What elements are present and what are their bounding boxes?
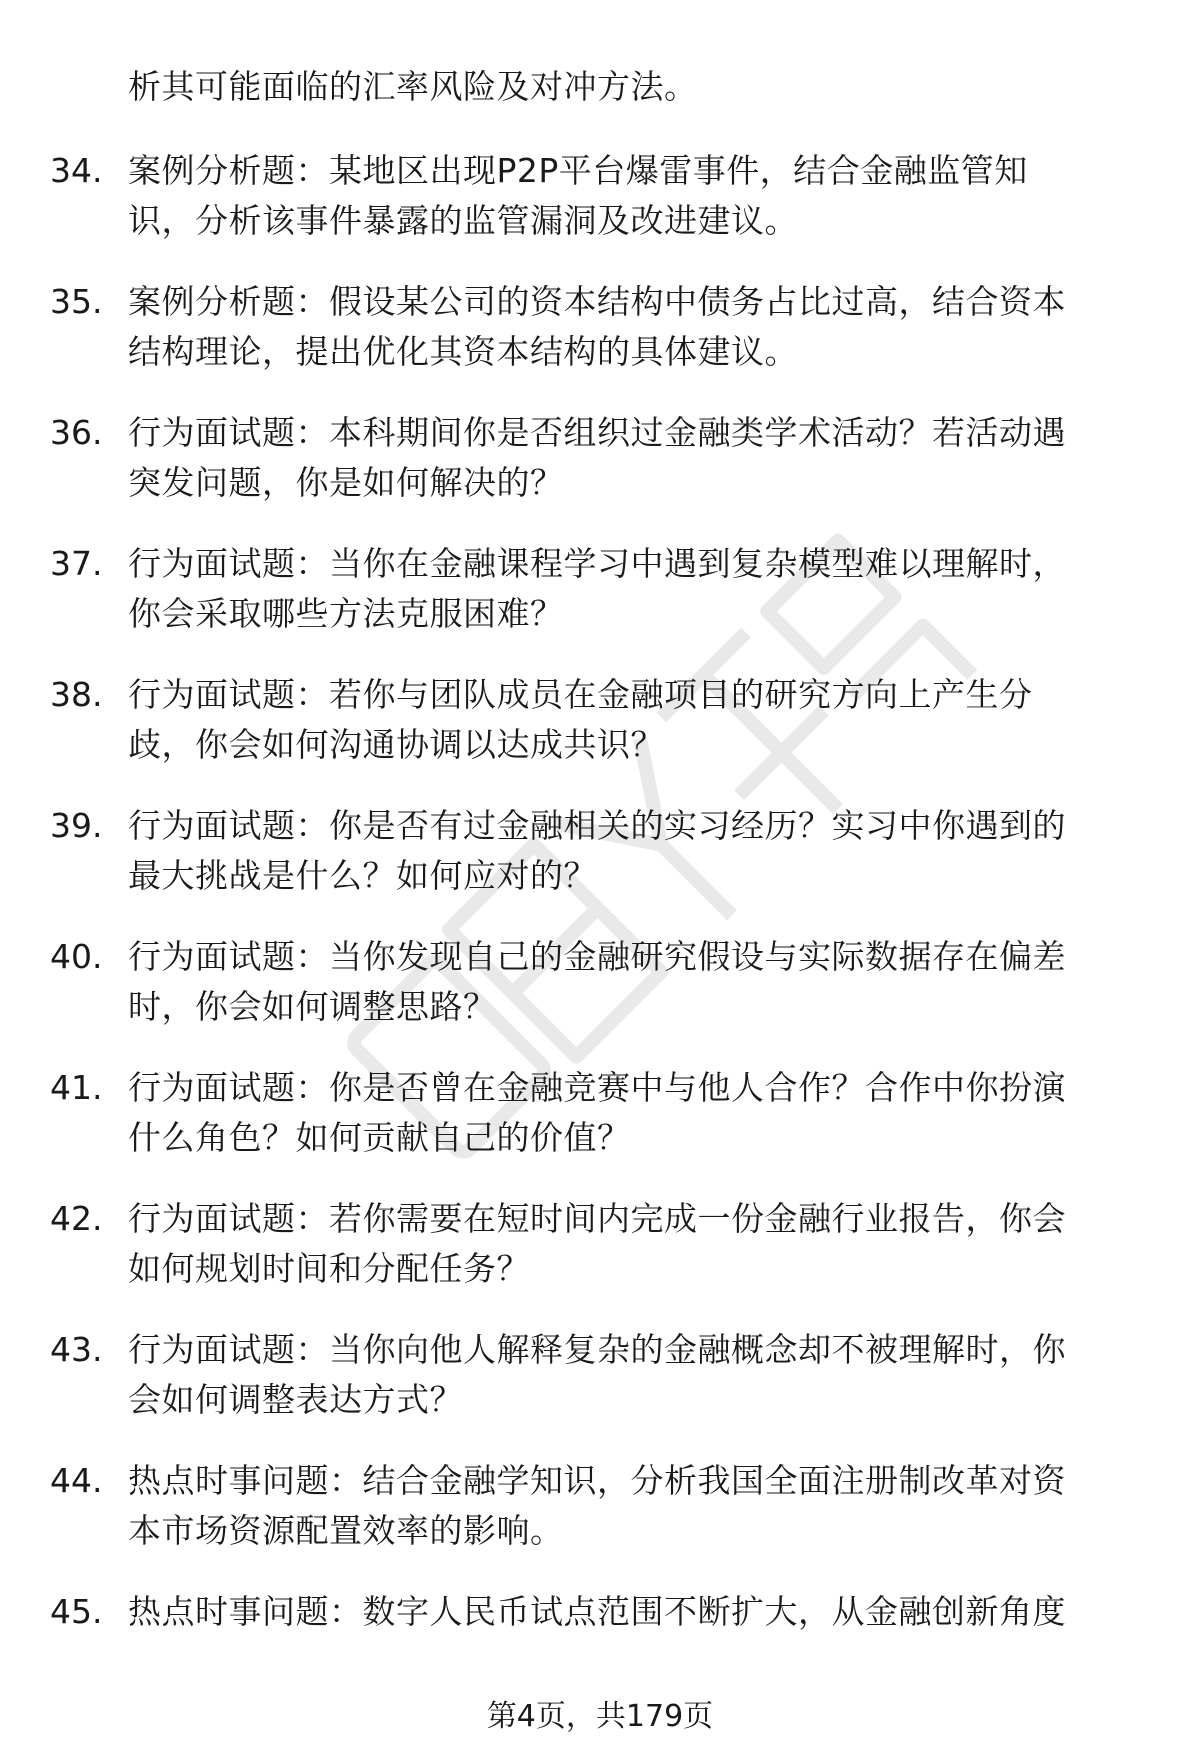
question-item — [0, 1325, 1200, 1456]
question-item — [0, 277, 1200, 408]
question-text-line: 你会采取哪些方法克服困难？ — [128, 594, 564, 633]
question-text-line: 行为面试题：若你与团队成员在金融项目的研究方向上产生分 — [128, 675, 1033, 714]
question-text-line: 结构理论，提出优化其资本结构的具体建议。 — [128, 332, 798, 371]
question-item — [0, 801, 1200, 932]
question-item — [0, 1456, 1200, 1587]
question-text-line: 时，你会如何调整思路？ — [128, 987, 497, 1026]
question-number: 41. — [50, 1068, 103, 1107]
question-text-line: 什么角色？如何贡献自己的价值？ — [128, 1118, 631, 1157]
question-item — [0, 670, 1200, 801]
question-text-line: 突发问题，你是如何解决的？ — [128, 463, 564, 502]
question-number: 39. — [50, 806, 103, 845]
question-number: 45. — [50, 1592, 103, 1631]
question-text-line: 识，分析该事件暴露的监管漏洞及改进建议。 — [128, 201, 798, 240]
question-item — [0, 146, 1200, 277]
question-text-line: 热点时事问题：结合金融学知识，分析我国全面注册制改革对资 — [128, 1461, 1066, 1500]
question-number: 38. — [50, 675, 103, 714]
question-item — [0, 539, 1200, 670]
question-text-line: 行为面试题：当你发现自己的金融研究假设与实际数据存在偏差 — [128, 937, 1066, 976]
question-text-line: 歧，你会如何沟通协调以达成共识？ — [128, 725, 664, 764]
question-number: 34. — [50, 151, 103, 190]
question-text-line: 热点时事问题：数字人民币试点范围不断扩大，从金融创新角度 — [128, 1592, 1066, 1631]
question-item — [0, 1194, 1200, 1325]
question-text-line: 行为面试题：若你需要在短时间内完成一份金融行业报告，你会 — [128, 1199, 1066, 1238]
question-text-line: 如何规划时间和分配任务？ — [128, 1249, 530, 1288]
question-item — [0, 1063, 1200, 1194]
question-text-line: 最大挑战是什么？如何应对的？ — [128, 856, 597, 895]
question-number: 37. — [50, 544, 103, 583]
question-number: 35. — [50, 282, 103, 321]
question-number: 42. — [50, 1199, 103, 1238]
question-text-line: 行为面试题：当你向他人解释复杂的金融概念却不被理解时，你 — [128, 1330, 1066, 1369]
question-text-line: 本市场资源配置效率的影响。 — [128, 1511, 564, 1550]
question-number: 44. — [50, 1461, 103, 1500]
question-text-line: 行为面试题：你是否曾在金融竞赛中与他人合作？合作中你扮演 — [128, 1068, 1066, 1107]
question-text-line: 会如何调整表达方式？ — [128, 1380, 463, 1419]
question-item — [0, 932, 1200, 1063]
question-number: 36. — [50, 413, 103, 452]
page-footer: 第4页，共179页 — [486, 1699, 714, 1734]
question-list — [0, 146, 1200, 1718]
question-text-line: 行为面试题：你是否有过金融相关的实习经历？实习中你遇到的 — [128, 806, 1066, 845]
question-text-line: 案例分析题：某地区出现P2P平台爆雷事件，结合金融监管知 — [128, 151, 1028, 190]
question-text-line: 行为面试题：本科期间你是否组织过金融类学术活动？若活动遇 — [128, 413, 1066, 452]
question-item — [0, 408, 1200, 539]
question-text-line: 行为面试题：当你在金融课程学习中遇到复杂模型难以理解时， — [128, 544, 1066, 583]
question-text-line: 案例分析题：假设某公司的资本结构中债务占比过高，结合资本 — [128, 282, 1066, 321]
question-number: 43. — [50, 1330, 103, 1369]
question-number: 40. — [50, 937, 103, 976]
continuation-line: 析其可能面临的汇率风险及对冲方法。 — [128, 67, 698, 106]
